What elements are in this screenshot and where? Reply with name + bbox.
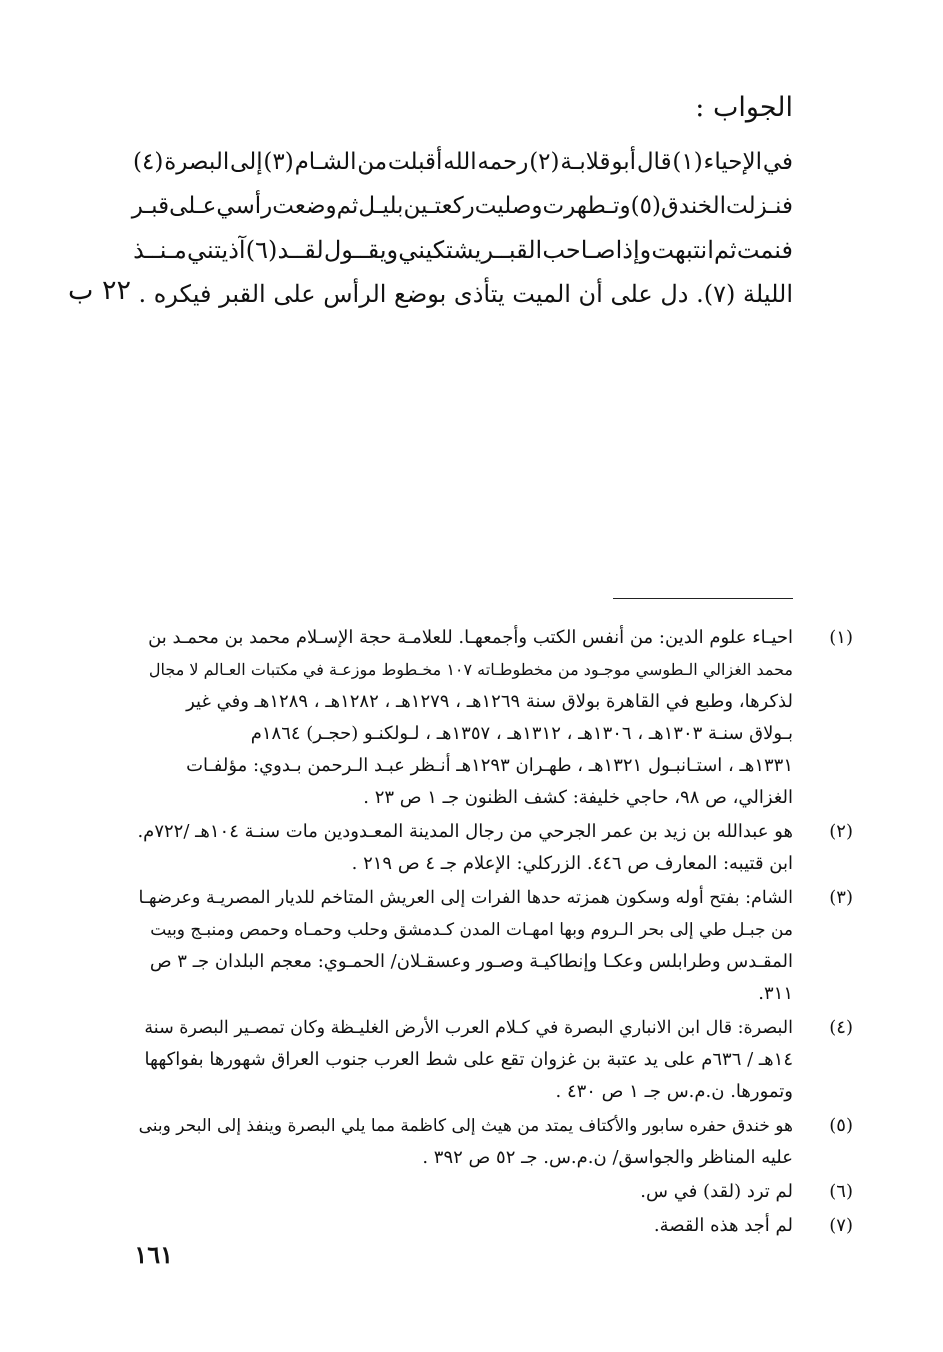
word: قلابـة bbox=[560, 149, 611, 175]
footnote-number: (٢) bbox=[829, 821, 853, 842]
footnote-line: هو خندق حفره سابور والأكتاف يمتد من هيث إلى كاظمة مما يلي البصرة وينفذ إلى البحر وبنى bbox=[138, 1116, 793, 1136]
body-line: الليلة (٧). دل على أن الميت يتأذى بوضع الرأس على القبر فيكره . bbox=[138, 280, 793, 308]
footnote-line: لم أجد هذه القصة. bbox=[653, 1215, 793, 1236]
footnote-line: ابن قتيبه: المعارف ص ٤٤٦. الزركلي: الإعلام جـ ٤ ص ٢١٩ . bbox=[351, 853, 793, 874]
footnote-line: الشام: بفتح أوله وسكون همزته حدها الفرات إلى العريش المتاخم للديار المصريـة وعرضهـا bbox=[138, 888, 793, 908]
word: الله bbox=[443, 149, 477, 175]
footnote-separator bbox=[613, 598, 793, 599]
word: فنـزلت bbox=[726, 193, 793, 219]
word: لقــد bbox=[277, 236, 324, 264]
word: (٤) bbox=[133, 149, 164, 175]
word: (٣) bbox=[263, 149, 294, 175]
word: عـلى bbox=[169, 193, 217, 219]
word: قبـر bbox=[131, 193, 170, 219]
word: (٢) bbox=[529, 149, 560, 175]
word: ويقــول bbox=[323, 236, 399, 264]
word: إلى bbox=[230, 149, 263, 175]
word: وإذا bbox=[615, 236, 652, 264]
footnote-line: احيـاء علوم الدين: من أنفس الكتب وأجمعهـا. للعلامـة حجة الإسـلام محمد بن محمـد بن bbox=[148, 627, 793, 648]
footnote-line: ٣١١. bbox=[758, 983, 793, 1004]
body-line bbox=[133, 184, 793, 228]
word: أبو bbox=[611, 149, 637, 175]
footnote-3 bbox=[133, 882, 853, 1010]
footnote-line: ١٤هـ / ٦٣٦م على يد عتبة بن غزوان تقع على شط العرب جنوب العراق شهورها بفواكهها bbox=[144, 1049, 793, 1070]
word: انتبهت bbox=[651, 236, 714, 264]
footnote-line: لذكرها، وطبع في القاهرة بولاق سنة ١٢٦٩هـ ، ١٢٧٩هـ ، ١٢٨٢هـ ، ١٢٨٩هـ وفي غير bbox=[186, 691, 793, 712]
word: وصليت bbox=[474, 193, 543, 219]
footnote-2 bbox=[133, 816, 853, 880]
footnote-line: عليه المناظر والجواسق/ ن.م.س. جـ ٥٢ ص ٣٩٢ . bbox=[422, 1147, 793, 1168]
footnote-number: (١) bbox=[829, 627, 853, 648]
word: يشتكيني bbox=[398, 236, 482, 264]
word: آذيتني bbox=[187, 236, 246, 264]
footnote-line: لم ترد (لقد) في س. bbox=[640, 1181, 793, 1202]
footnote-1 bbox=[133, 622, 853, 814]
word: (١) bbox=[672, 149, 703, 175]
footnote-line: البصرة: قال ابن الانباري البصرة في كـلام العرب الأرض الغليـظة وكان تمصـير البصرة سنة bbox=[144, 1018, 793, 1038]
word: القبــر bbox=[481, 236, 543, 264]
manuscript-page-ref: ٢٢ ب bbox=[68, 275, 132, 306]
footnote-number: (٣) bbox=[829, 887, 853, 908]
word: فنمت bbox=[736, 236, 793, 264]
footnote-line: وتمورها. ن.م.س جـ ١ ص ٤٣٠ . bbox=[555, 1081, 793, 1102]
word: وتـطهرت bbox=[542, 193, 631, 219]
word: الإحياء bbox=[703, 149, 763, 175]
word: البصرة bbox=[164, 149, 230, 175]
word: من bbox=[357, 149, 388, 175]
word: في bbox=[762, 149, 793, 175]
footnote-number: (٤) bbox=[829, 1017, 853, 1038]
footnote-line: بـولاق سنـة ١٣٠٣هـ ، ١٣٠٦هـ ، ١٣١٢هـ ، ١٣٥٧هـ ، لـولكنـو (حجـر) ١٨٦٤م bbox=[250, 723, 793, 744]
footnote-7 bbox=[133, 1210, 853, 1242]
word: ثم bbox=[714, 236, 737, 264]
word: رأسي bbox=[216, 193, 273, 219]
word: وضعت bbox=[272, 193, 337, 219]
footnote-number: (٦) bbox=[829, 1181, 853, 1202]
page-number: ١٦١ bbox=[134, 1240, 173, 1269]
footnote-number: (٧) bbox=[829, 1215, 853, 1236]
body-line bbox=[133, 140, 793, 184]
footnotes bbox=[133, 622, 853, 1244]
footnote-line: المقـدس وطرابلس وعكـا وإنطاكيـة وصـور وعسقـلان/ الحمـوي: معجم البلدان جـ ٣ ص bbox=[149, 951, 793, 972]
word: الشـام bbox=[294, 149, 357, 175]
footnote-5 bbox=[133, 1110, 853, 1174]
main-text bbox=[133, 140, 793, 316]
section-heading: الجواب : bbox=[695, 92, 793, 123]
footnote-6 bbox=[133, 1176, 853, 1208]
word: قال bbox=[636, 149, 672, 175]
word: مـنــذ bbox=[133, 236, 187, 264]
footnote-number: (٥) bbox=[829, 1115, 853, 1136]
word: الخندق bbox=[660, 193, 727, 219]
footnote-line: هو عبدالله بن زيد بن عمر الجرحي من رجال المدينة المعـدودين مات سنـة ١٠٤هـ /٧٢٢م. bbox=[137, 821, 793, 842]
footnote-line: الغزالي، ص ٩٨، حاجي خليفة: كشف الظنون جـ ١ ص ٢٣ . bbox=[363, 787, 793, 808]
word: بليـل bbox=[358, 193, 404, 219]
footnote-line: من جبـل طي إلى بحر الـروم وبها امهـات المدن كـدمشق وحلب وحمـاه وحمص ومنبـج وبيت bbox=[150, 920, 793, 940]
footnote-line: ١٣٣١هـ ، استـانبـول ١٣٢١هـ ، طهـران ١٢٩٣هـ أنـظر عبـد الـرحمن بـدوي: مؤلفـات bbox=[186, 755, 793, 776]
footnote-line: محمد الغزالي الـطوسي موجـود من مخطوطـاته ١٠٧ مخـطوط موزعـة في مكتبات العـالم لا مجال bbox=[148, 660, 793, 679]
word: (٥) bbox=[630, 193, 661, 219]
word: ثم bbox=[336, 193, 359, 219]
word: ركعتـين bbox=[403, 193, 475, 219]
footnote-4 bbox=[133, 1012, 853, 1108]
word: رحمه bbox=[477, 149, 529, 175]
body-line bbox=[133, 228, 793, 272]
word: أقبلت bbox=[387, 149, 443, 175]
word: (٦) bbox=[245, 236, 278, 264]
word: صـاحب bbox=[542, 236, 616, 264]
